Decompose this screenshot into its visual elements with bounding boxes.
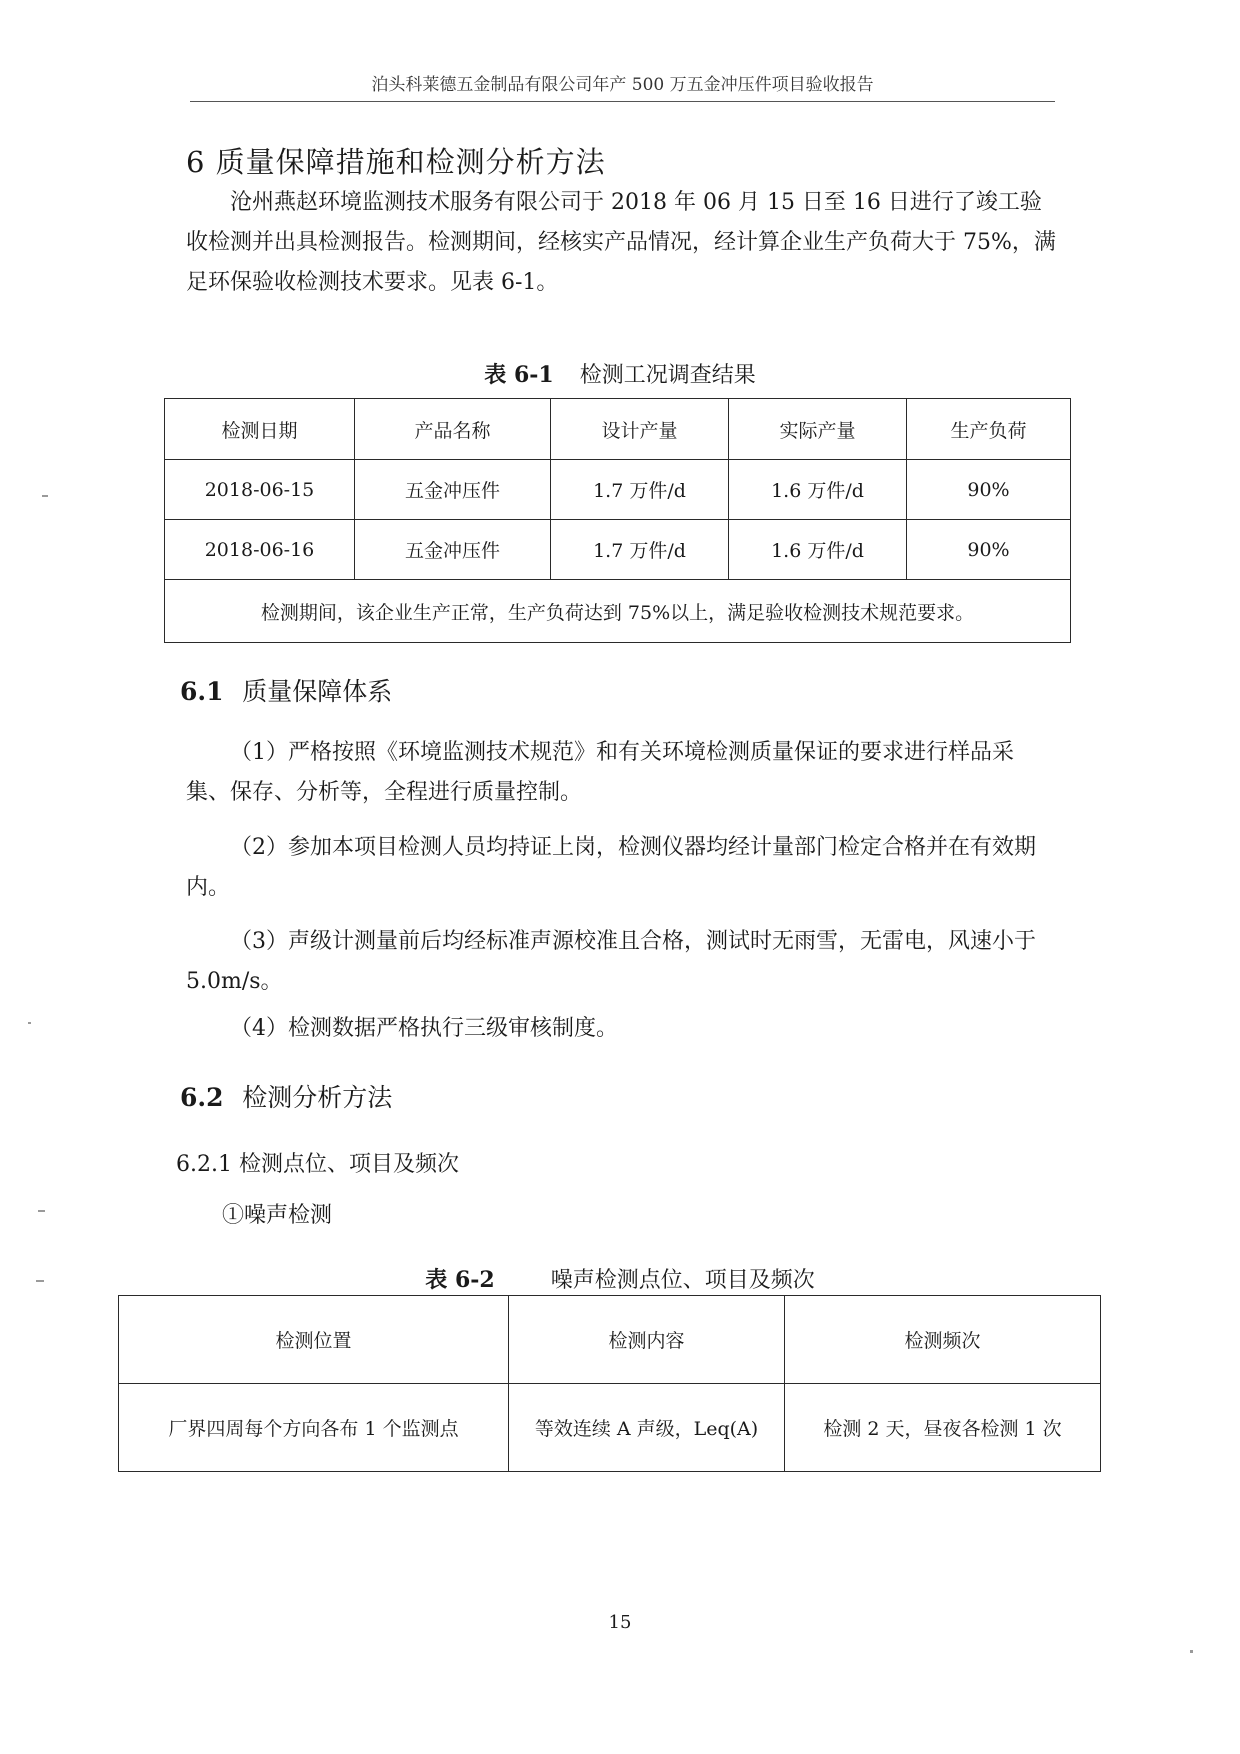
table-row	[165, 520, 1071, 580]
table-6-2-caption-label: 表 6-2	[425, 1267, 495, 1293]
table-6-2-caption-title: 噪声检测点位、项目及频次	[550, 1268, 815, 1293]
section-6-intro: 沧州燕赵环境监测技术服务有限公司于 2018 年 06 月 15 日至 16 日进行了竣工验收检测并出具检测报告。检测期间，经核实产品情况，经计算企业生产负荷大于 75%，满足环保验收检测技术要求。见表 6-1。	[186, 190, 1056, 295]
table-6-1-header-cell: 实际产量	[729, 399, 907, 460]
section-6-1-number: 6.1	[180, 677, 224, 706]
table-6-1-note: 检测期间，该企业生产正常，生产负荷达到 75%以上，满足验收检测技术规范要求。	[165, 580, 1071, 643]
table-6-1-header-cell: 设计产量	[551, 399, 729, 460]
quality-item-1: （1）严格按照《环境监测技术规范》和有关环境检测质量保证的要求进行样品采集、保存、分析等，全程进行质量控制。	[186, 740, 1014, 805]
table-row	[165, 460, 1071, 520]
table-note-row	[165, 580, 1071, 643]
table-6-1-caption-title: 检测工况调查结果	[579, 363, 756, 388]
running-header: 泊头科莱德五金制品有限公司年产 500 万五金冲压件项目验收报告	[190, 70, 1055, 102]
table-6-1-caption-label: 表 6-1	[484, 362, 554, 388]
table-6-1	[164, 398, 1071, 643]
quality-item-2: （2）参加本项目检测人员均持证上岗，检测仪器均经计量部门检定合格并在有效期内。	[186, 835, 1036, 900]
table-6-1-header-cell: 产品名称	[355, 399, 551, 460]
table-6-2-header-cell: 检测内容	[509, 1296, 785, 1384]
quality-item-4: （4）检测数据严格执行三级审核制度。	[230, 1016, 618, 1041]
section-6-2-number: 6.2	[180, 1083, 224, 1112]
table-row	[119, 1384, 1101, 1472]
scan-speck	[36, 1280, 44, 1282]
table-6-2-header-row	[119, 1296, 1101, 1384]
section-6-2-heading	[180, 1078, 392, 1114]
table-cell: 1.6 万件/d	[729, 460, 907, 520]
table-6-1-header-cell: 生产负荷	[907, 399, 1071, 460]
table-cell: 90%	[907, 520, 1071, 580]
table-cell: 90%	[907, 460, 1071, 520]
table-cell: 1.6 万件/d	[729, 520, 907, 580]
quality-item-3: （3）声级计测量前后均经标准声源校准且合格，测试时无雨雪，无雷电，风速小于 5.0m/s。	[186, 929, 1036, 994]
table-cell: 五金冲压件	[355, 460, 551, 520]
table-cell: 1.7 万件/d	[551, 520, 729, 580]
table-6-2	[118, 1295, 1101, 1472]
scan-speck	[28, 1022, 31, 1024]
table-cell: 厂界四周每个方向各布 1 个监测点	[119, 1384, 509, 1472]
scan-speck	[42, 495, 48, 497]
section-6-heading: 6 质量保障措施和检测分析方法	[186, 145, 606, 179]
noise-detection-label: ①噪声检测	[222, 1203, 333, 1228]
scan-speck	[1190, 1650, 1193, 1653]
table-6-1-caption	[0, 358, 1240, 389]
table-6-2-caption	[0, 1263, 1240, 1294]
table-cell: 等效连续 A 声级，Leq(A)	[509, 1384, 785, 1472]
table-cell: 2018-06-15	[165, 460, 355, 520]
table-6-2-header-cell: 检测位置	[119, 1296, 509, 1384]
section-6-1-title: 质量保障体系	[242, 677, 393, 706]
table-6-1-header-row	[165, 399, 1071, 460]
subsection-6-2-1: 6.2.1 检测点位、项目及频次	[176, 1152, 459, 1177]
table-6-1-header-cell: 检测日期	[165, 399, 355, 460]
table-cell: 五金冲压件	[355, 520, 551, 580]
section-6-2-title: 检测分析方法	[242, 1083, 393, 1112]
table-cell: 检测 2 天，昼夜各检测 1 次	[785, 1384, 1101, 1472]
table-6-2-header-cell: 检测频次	[785, 1296, 1101, 1384]
table-cell: 2018-06-16	[165, 520, 355, 580]
section-6-1-heading	[180, 672, 392, 708]
page-number: 15	[608, 1612, 632, 1633]
table-cell: 1.7 万件/d	[551, 460, 729, 520]
scan-speck	[38, 1210, 45, 1212]
